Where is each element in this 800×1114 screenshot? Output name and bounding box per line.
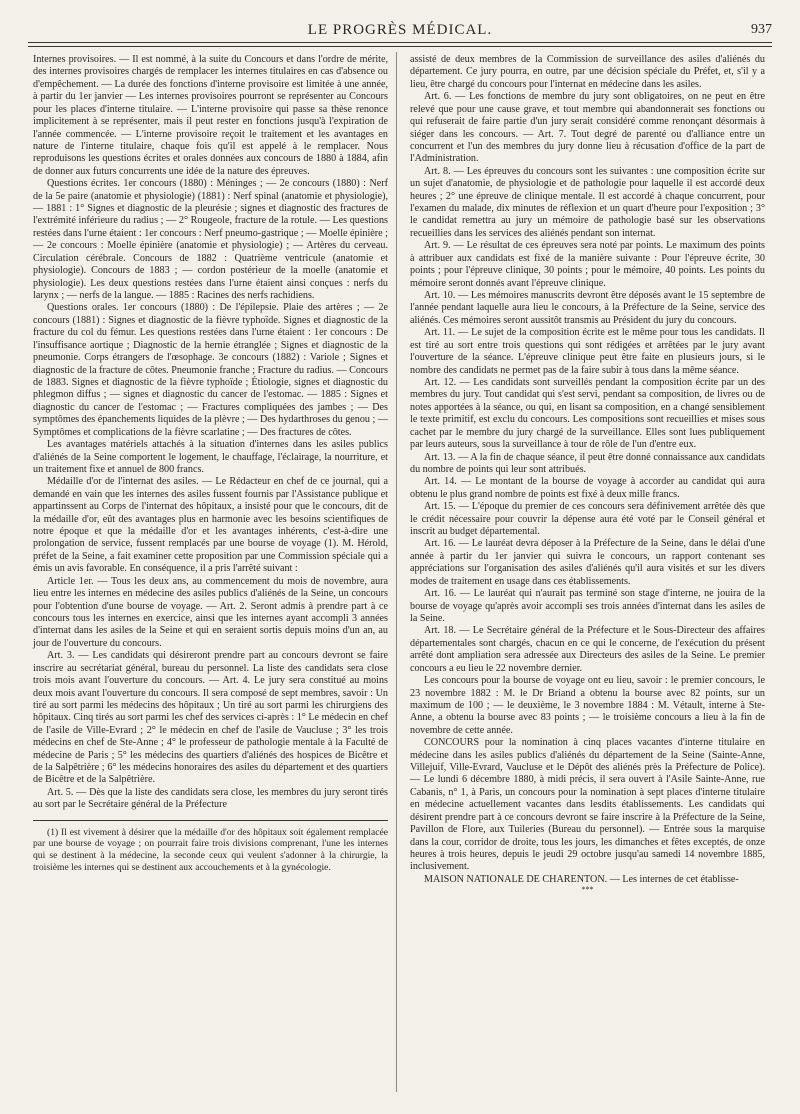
- paragraph-article-10: Art. 10. — Les mémoires manuscrits devront être déposés avant le 15 septembre de l'année pendant laquelle aura lieu le concours, à la Préfecture de la Seine, service des aliénés. Ces mémoires seront aussitôt transmis au Président du jury du concours.: [410, 290, 765, 326]
- paragraph-article-14: Art. 14. — Le montant de la bourse de voyage à accorder au candidat qui aura obtenu le plus grand nombre de points est fixé à deux mille francs.: [410, 476, 765, 500]
- header-rule-thin: [28, 46, 772, 47]
- paragraph-concours-nomination: CONCOURS pour la nomination à cinq places vacantes d'interne titulaire en médecine dans les asiles publics d'aliénés du département de la Seine (Sainte-Anne, Villejuif, Ville-Evrard, Vaucluse et le Dépôt des aliénés près la Préfecture de Police). — Le lundi 6 décembre 1880, à midi précis, il sera ouvert à l'Asile Sainte-Anne, rue Cabanis, n° 1, à Paris, un concours pour la nomination à sept places d'interne titulaire en médecine actuellement vacantes dans lesdits établissements. Les candidats qui désirent prendre part à ce concours devront se faire inscrire à la Préfecture de la Seine, Pavillon de Flore, aux Tuileries (Bureau du personnel). — Entrée sous la marquise dans la cour, corridor de droite, tous les jours, les dimanches et fêtes exceptés, de onze heures à trois heures, depuis le jeudi 29 octobre jusqu'au samedi 14 novembre 1885, inclusivement.: [410, 737, 765, 873]
- page-header: [28, 22, 772, 40]
- paragraph-questions-ecrites: Questions écrites. 1er concours (1880) : Méninges ; — 2e concours (1880) : Nerf de la 5e paire (anatomie et physiologie) (1881) : Nerf spinal (anatomie et physiologie), — 1881 : 1° Signes et diagnostic de la pleurésie ; signes et diagnostic des fractures de l'extrémité inférieure du radius ; — 2° Rougeole, fracture de la rotule. — Les questions restées dans l'urne étaient : 1er concours : Nerf pneumo-gastrique ; — Moelle épinière ; — 2e concours : Moelle épinière (anatomie et physiologie) ; — Artères du cerveau. Circulation cérébrale. Concours de 1882 : Quatrième ventricule (anatomie et physiologie). Concours de 1883 ; — cordon postérieur de la moelle (anatomie et physiologie). Les deux questions restées dans l'urne étaient ainsi conçues : nerfs du larynx ; — nerfs de la langue. — 1885 : Racines des nerfs rachidiens.: [33, 178, 388, 302]
- footnote-rule: [33, 820, 388, 821]
- paragraph-article-13: Art. 13. — A la fin de chaque séance, il peut être donné connaissance aux candidats du nombre de points qui leur sont attribués.: [410, 451, 765, 475]
- paragraph-medaille-or: Médaille d'or de l'internat des asiles. — Le Rédacteur en chef de ce journal, qui a demandé en vain que les internes des asiles fussent fournis par l'Assistance publique et appartinssent au Corps de l'internat des hôpitaux, a insisté pour que le concours, dit de la médaille d'or, eût des avantages plus en harmonie avec les besoins scientifiques de notre époque et que la médaille d'or et les avantages inhérents, c'est-à-dire une prolongation de service, fussent remplacés par une bourse de voyage (1). M. Hérold, préfet de la Seine, a fait examiner cette proposition par une Commission spéciale qui a émis un avis favorable. En conséquence, il a pris l'arrêté suivant :: [33, 476, 388, 575]
- paragraph-article-1: Article 1er. — Tous les deux ans, au commencement du mois de novembre, aura lieu entre les internes en médecine des asiles publics d'aliénés de la Seine, un concours pour l'obtention d'une bourse de voyage. — Art. 2. Seront admis à prendre part à ce concours tous les internes en exercice, ainsi que les internes ayant accompli 3 années d'internat dans les asiles de la Seine et qui en seraient sortis depuis moins d'un an, au jour de l'ouverture du concours.: [33, 575, 388, 649]
- left-column: [33, 54, 388, 1106]
- column-divider: [396, 52, 397, 1092]
- right-column: [410, 54, 765, 1094]
- paragraph-concours-bourse: Les concours pour la bourse de voyage ont eu lieu, savoir : le premier concours, le 23 novembre 1882 : M. le Dr Briand a obtenu la bourse avec 82 points, sur un maximum de 100 ; — le deuxième, le 3 novembre 1884 : M. Vétault, interne à Ste-Anne, a obtenu la bourse avec 83 points ; — le troisième concours a lieu à la fin de novembre de cette année.: [410, 675, 765, 736]
- footnote: (1) Il est vivement à désirer que la médaille d'or des hôpitaux soit également remplacée par une bourse de voyage ; on pourrait faire trois divisions comprenant, l'une les internes qui se destinent à la médecine, la seconde ceux qui veulent s'adonner à la chirurgie, la troisième les internes qui se destinent aux accouchements et à la gynécologie.: [33, 826, 388, 873]
- paragraph-charenton: MAISON NATIONALE DE CHARENTON. — Les internes de cet établisse-: [424, 873, 739, 885]
- header-rule-thick: [28, 42, 772, 43]
- paragraph-article-18: Art. 18. — Le Secrétaire général de la Préfecture et le Sous-Directeur des affaires départementales sont chargés, chacun en ce qui le concerne, de l'exécution du présent arrêté dont ampliation sera adressée aux Directeurs des asiles de la Seine. Le premier concours a eu lieu le 22 novembre dernier.: [410, 625, 765, 674]
- paragraph-questions-orales: Questions orales. 1er concours (1880) : De l'épilepsie. Plaie des artères ; — 2e concours (1881) : Signes et diagnostic de la fièvre typhoïde. Signes et diagnostic de la fracture du col du fémur. Les questions restées dans l'urne étaient : 1er concours : De l'insuffisance aortique ; Diagnostic de la hernie étranglée ; Signes et diagnostic de la pneumonie. Corps étrangers de l'œsophage. 3e concours (1882) : Variole ; Signes et diagnostic de la fracture de côtes. Pneumonie franche ; Fracture du radius. — Concours de 1883. Signes et diagnostic de la fièvre typhoïde ; Étiologie, signes et diagnostic du phlegmon diffus ; — signes et diagnostic du cancer de l'estomac. — 1885 : Signes et diagnostic du cancer de l'estomac ; — Fractures compliquées des jambes ; — Des symptômes des épanchements liquides de la plèvre ; — Des hydarthroses du genou ; — Symptômes et complications de la fièvre scarlatine ; — Des fractures de côtes.: [33, 302, 388, 438]
- paragraph-article-12: Art. 12. — Les candidats sont surveillés pendant la composition écrite par un des membres du jury. Tout candidat qui s'est servi, pendant sa composition, de livres ou de notes apportées à la séance, ou qui, en lisant sa composition, en a changé sensiblement le texte primitif, est exclu du concours. Les compositions sont recueillies et mises sous cachet par le membre du jury chargé de la surveillance. Elles sont lues publiquement par leurs auteurs, sous la surveillance à tour de rôle de l'un d'entre eux.: [410, 376, 765, 451]
- paragraph-article-8: Art. 8. — Les épreuves du concours sont les suivantes : une composition écrite sur un sujet d'anatomie, de physiologie et de pathologie pour laquelle il est accordé deux heures ; 2° une épreuve de clinique mentale. Il est accordé à chaque concurrent, pour l'examen du malade, dix minutes de réflexion et un quart d'heure pour l'exposition ; 3° le candidat remettra au jury un mémoire de pathologie basé sur les observations recueillies dans les services des aliénés pendant son internat.: [410, 165, 765, 239]
- paragraph-article-9: Art. 9. — Le résultat de ces épreuves sera noté par points. Le maximum des points à attribuer aux candidats est fixé de la manière suivante : Pour l'épreuve écrite, 30 points ; pour l'épreuve clinique, 30 points ; pour le mémoire, 40 points. Les points du mémoire seront donnés avant l'épreuve clinique.: [410, 240, 765, 289]
- paragraph-avantages: Les avantages matériels attachés à la situation d'internes dans les asiles publics d'aliénés de la Seine comportent le logement, le chauffage, l'éclairage, la nourriture, et un traitement fixe et annuel de 800 francs.: [33, 439, 388, 475]
- paragraph-internes-provisoires: Internes provisoires. — Il est nommé, à la suite du Concours et dans l'ordre de mérite, des internes provisoires chargés de remplacer les internes titulaires en cas d'absence ou d'empêchement. — La durée des fonctions d'interne provisoire est limitée à une année, à partir du 1er janvier — Les internes provisoires pourront se représenter au Concours pour les places d'interne titulaire. — L'interne provisoire qui passe sa thèse renonce implicitement à se représenter, mais il peut rester en fonctions jusqu'à l'expiration de l'année commencée. — L'interne provisoire reçoit le traitement et les avantages en nature de l'interne titulaire, chaque fois qu'il est appelé à le remplacer. Nous reproduisons les questions écrites et orales données aux concours de 1880 à 1884, afin de donner aux futurs concurrents une idée de la nature des épreuves.: [33, 54, 388, 177]
- paragraph-article-6: Art. 6. — Les fonctions de membre du jury sont obligatoires, on ne peut en être relevé que pour une cause grave, et tout membre qui abandonnerait ses fonctions ou qui refuserait de faire partie d'un jury serait considéré comme renonçant désormais à siéger dans les concours. — Art. 7. Tout degré de parenté ou d'alliance entre un concurrent et l'un des membres du jury donne lieu à récusation d'office de la part de l'Administration.: [410, 91, 765, 165]
- paragraph-article-16: Art. 16. — Le lauréat devra déposer à la Préfecture de la Seine, dans le délai d'une année à partir du 1er janvier qui suivra le concours, un rapport contenant ses appréciations sur l'organisation des asiles d'aliénés qu'il aura visités et sur les divers modes de traitement en usage dans ces établissements.: [410, 538, 765, 587]
- paragraph-article-15: Art. 15. — L'époque du premier de ces concours sera définivement arrêtée dès que le crédit nécessaire pour couvrir la dépense aura été voté par le Conseil général et inscrit au budget départemental.: [410, 501, 765, 538]
- journal-title: LE PROGRÈS MÉDICAL.: [307, 22, 493, 38]
- paragraph-article-16b: Art. 16. — Le lauréat qui n'aurait pas terminé son stage d'interne, ne jouira de la bourse de voyage qu'après avoir accompli ses trois années d'internat dans les asiles de la Seine.: [410, 588, 765, 624]
- continuation-mark: ***: [581, 885, 594, 895]
- paragraph-article-11: Art. 11. — Le sujet de la composition écrite est le même pour tous les candidats. Il est tiré au sort entre trois questions qui sont rédigées et arrêtées par le jury avant l'ouverture de la séance. L'épreuve clinique peut être faite en plusieurs jours, si le nombre des candidats ne permet pas de la faire subir à tous dans la même séance.: [410, 327, 765, 376]
- paragraph-article-5: Art. 5. — Dès que la liste des candidats sera close, les membres du jury seront tirés au sort par le Secrétaire général de la Préfecture: [33, 786, 388, 811]
- page-number: 937: [751, 22, 772, 37]
- paragraph-assiste: assisté de deux membres de la Commission de surveillance des asiles d'aliénés du département. Ce jury pourra, en outre, par une décision spéciale du Préfet, et, s'il y a lieu, être chargé du concours pour l'internat en médecine dans les asiles.: [410, 54, 765, 90]
- paragraph-article-3: Art. 3. — Les candidats qui désireront prendre part au concours devront se faire inscrire au secrétariat général, bureau du personnel. La liste des candidats sera close trois mois avant l'ouverture du concours. — Art. 4. Le jury sera constitué au moins deux mois avant l'ouverture du concours. Il sera composé de sept membres, savoir : Un tiré au sort parmi les médecins des hôpitaux ; Un tiré au sort parmi les chirurgiens des hôpitaux. Cinq tirés au sort parmi les chef des services ci-après : 1° Le médecin en chef de l'asile de Ville-Evrard ; 2° le médecin en chef de l'asile de Vaucluse ; 3° les trois médecins en chef de Ste-Anne ; 4° le professeur de pathologie mentale à la Faculté de médecine de Paris ; 5° les médecins des quartiers d'aliénés des hospices de Bicêtre et de la Salpêtrière ; 6° les médecins honoraires des asiles du département et des quartiers de Bicêtre et de la Salpêtrière.: [33, 650, 388, 786]
